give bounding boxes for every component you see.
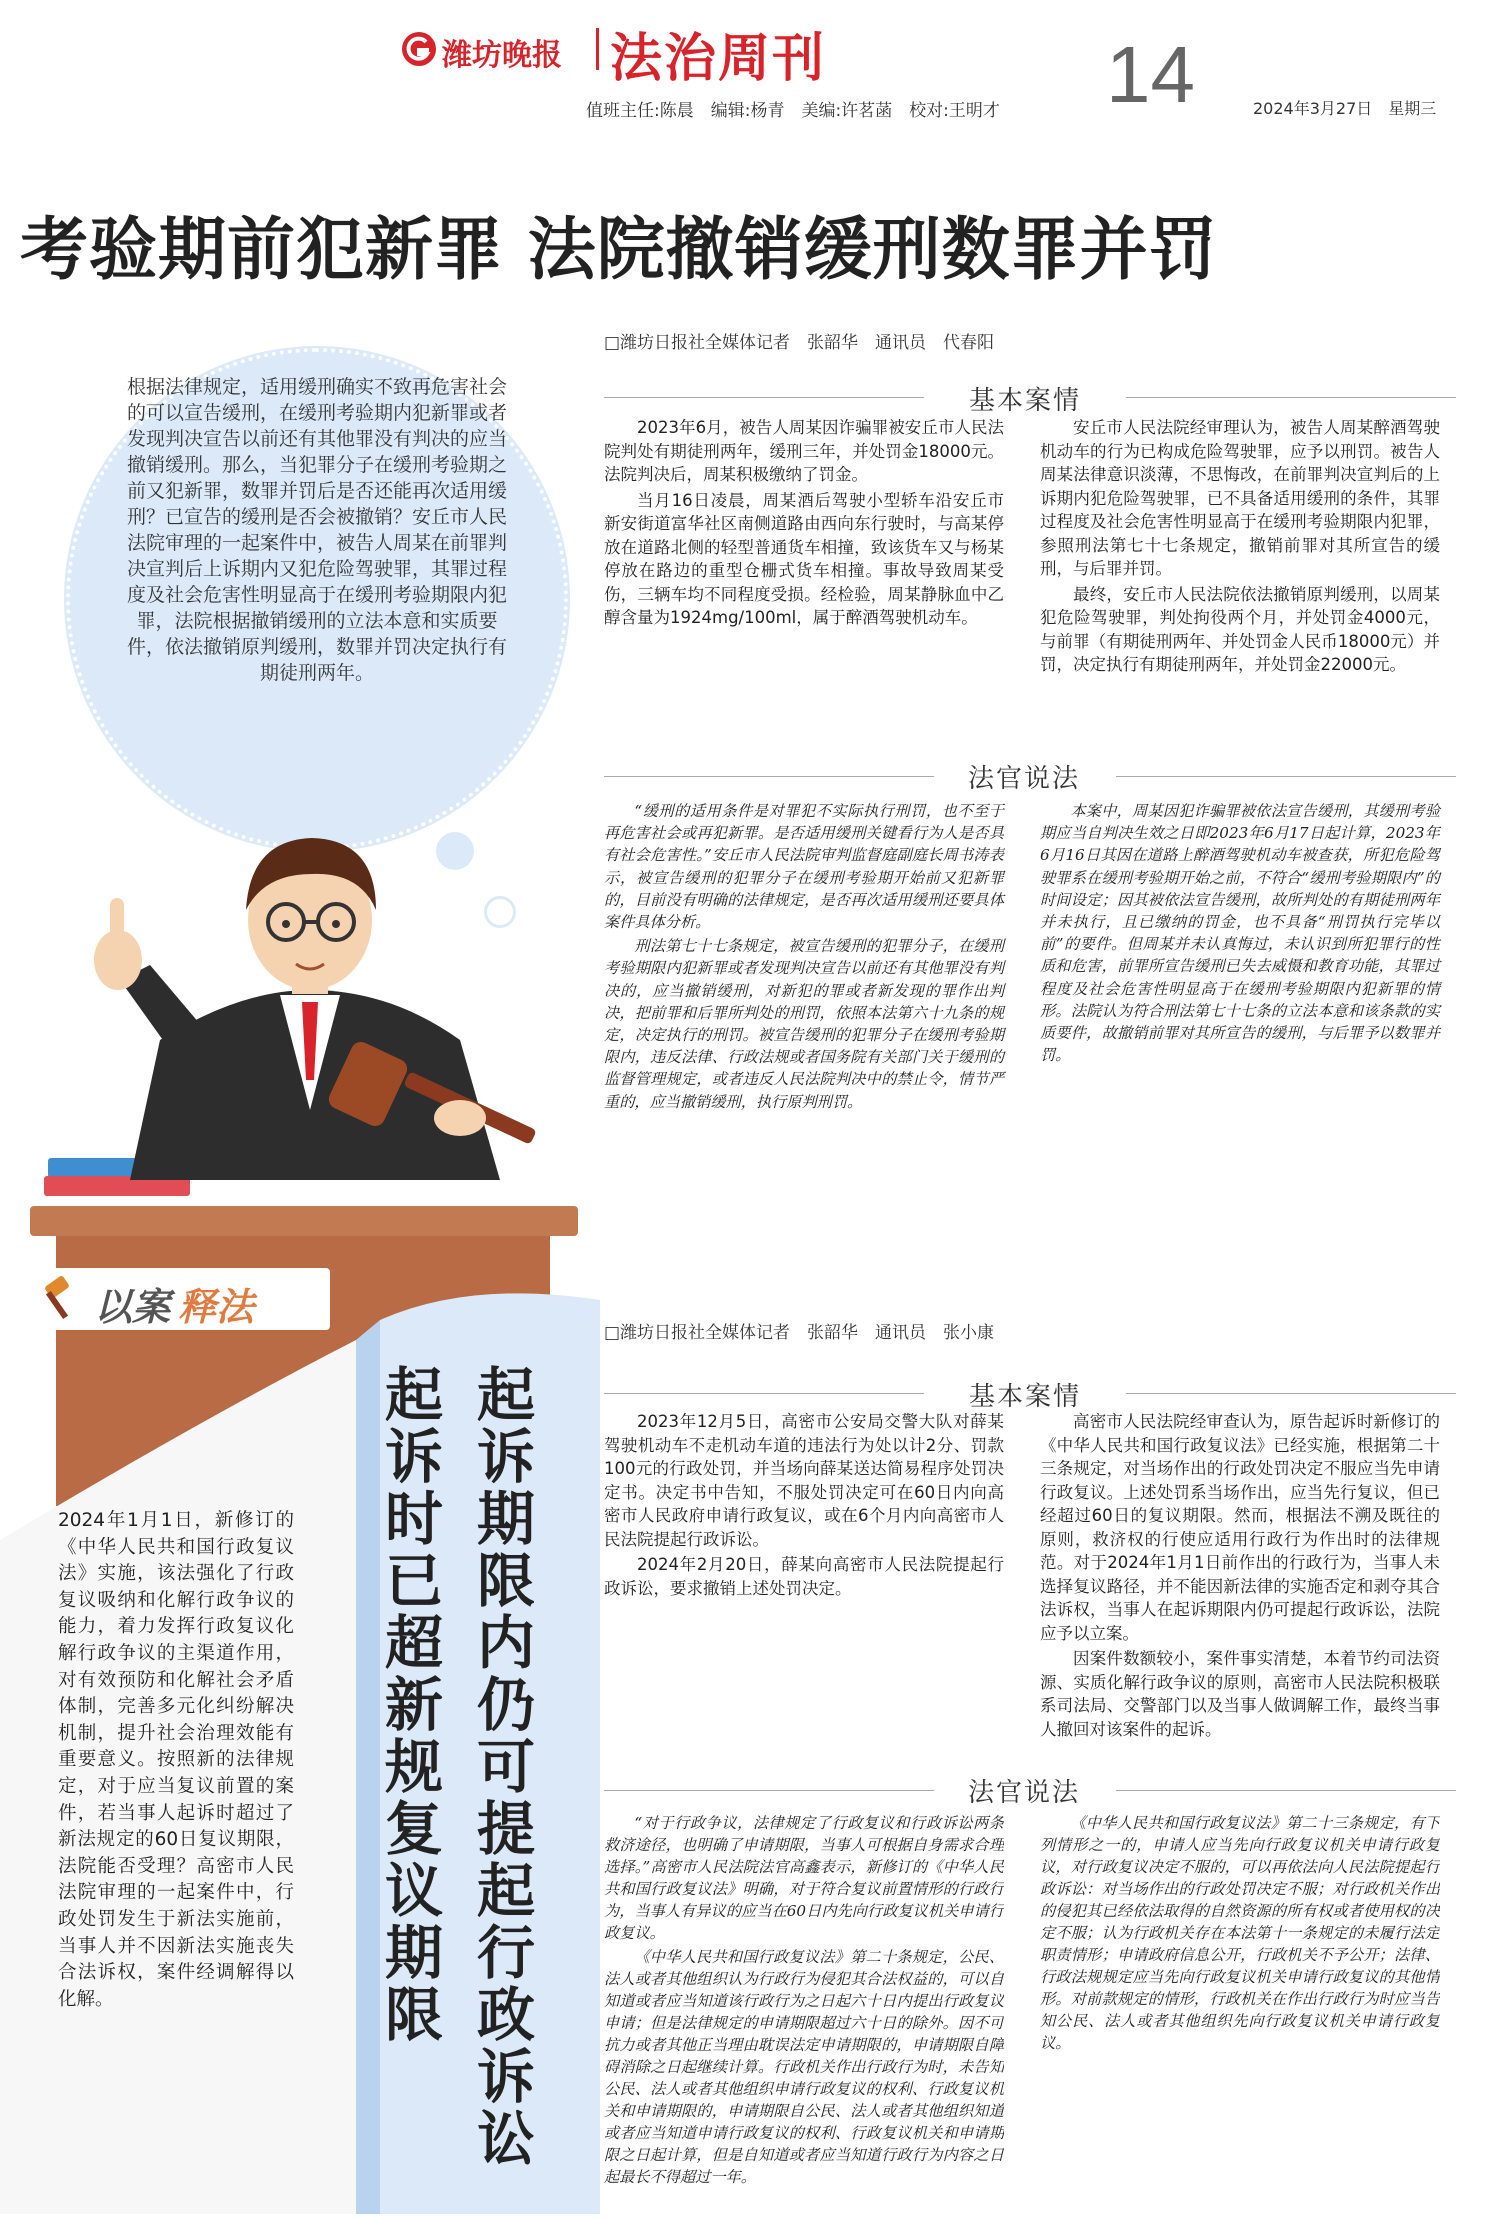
section-rule [604,1393,924,1394]
logo-divider [596,28,599,70]
paragraph: “对于行政争议，法律规定了行政复议和行政诉讼两条救济途径，也明确了申请期限，当事人可根据自身需求合理选择。”高密市人民法院法官高鑫表示，新修订的《中华人民共和国行政复议法》明确，对于符合复议前置情形的行政行为，当事人有异议的应当在60日内先向行政复议机关申请行政复议。 [604,1814,1004,1942]
article2-byline: □潍坊日报社全媒体记者 张韶华 通讯员 张小康 [604,1323,995,1343]
article1-case-col1 [604,416,1004,632]
paragraph: 高密市人民法院经审查认为，原告起诉时新修订的《中华人民共和国行政复议法》已经实施，根据第二十三条规定，对当场作出的行政处罚决定不服应当先申请行政复议。上述处罚系当场作出，应当先行复议，但已经超过60日的复议期限。然而，根据法不溯及既往的原则，救济权的行使应适用行政行为作出时的法律规范。对于2024年1月1日前作出的行政行为，当事人未选择复议路径，并不能因新法律的实施否定和剥夺其合法诉权，当事人在起诉期限内仍可提起行政诉讼，法院应予以立案。 [1040,1412,1440,1643]
article1-judge-col2 [1040,800,1440,1068]
section-rule [1126,1393,1456,1394]
paragraph: 因案件数额较小，案件事实清楚，本着节约司法资源、实质化解行政争议的原则，高密市人民法院积极联系司法局、交警部门以及当事人做调解工作，最终当事人撤回对该案件的起诉。 [1040,1649,1440,1739]
paragraph: 安丘市人民法院经审理认为，被告人周某醉酒驾驶机动车的行为已构成危险驾驶罪，应予以刑罚。被告人周某法律意识淡薄，不思悔改，在前罪判决宣判后的上诉期内犯危险驾驶罪，已不具备适用缓刑的条件，其罪过程度及社会危害性明显高于在缓刑考验期限内犯罪，参照刑法第七十七条规定，撤销前罪对其所宣告的缓刑，与后罪并罚。 [1040,418,1440,578]
paragraph: 《中华人民共和国行政复议法》第二十三条规定，有下列情形之一的，申请人应当先向行政复议机关申请行政复议，对行政复议决定不服的，可以再依法向人民法院提起行政诉讼：对当场作出的行政处罚决定不服；对行政机关作出的侵犯其已经依法取得的自然资源的所有权或者使用权的决定不服；认为行政机关存在本法第十一条规定的未履行法定职责情形；申请政府信息公开，行政机关不予公开；法律、行政法规规定应当先向行政复议机关申请行政复议的其他情形。对前款规定的情形，行政机关在作出行政行为时应当告知公民、法人或者其他组织先向行政复议机关申请行政复议。 [1040,1814,1440,2052]
section-rule [1116,1790,1456,1791]
paragraph: 当月16日凌晨，周某酒后驾驶小型轿车沿安丘市新安街道富华社区南侧道路由西向东行驶时，与高某停放在道路北侧的轻型普通货车相撞，致该货车又与杨某停放在路边的重型仓栅式货车相撞。事故导致周某受伤，三辆车均不同程度受损。经检验，周某静脉血中乙醇含量为1924mg/100ml，属于醉酒驾驶机动车。 [604,490,1004,627]
staff-line: 值班主任:陈晨 编辑:杨青 美编:许茗菡 校对:王明才 [586,101,1000,121]
section-rule [604,776,934,777]
article1-intro: 根据法律规定，适用缓刑确实不致再危害社会的可以宣告缓刑，在缓刑考验期内犯新罪或者发现判决宣告以前还有其他罪没有判决的应当撤销缓刑。那么，当犯罪分子在缓刑考验期之前又犯新罪，数罪并罚后是否还能再次适用缓刑？已宣告的缓刑是否会被撤销？安丘市人民法院审理的一起案件中，被告人周某在前罪判决宣判后上诉期内又犯危险驾驶罪，其罪过程度及社会危害性明显高于在缓刑考验期限内犯罪，法院根据撤销缓刑的立法本意和实质要件，依法撤销原判缓刑，数罪并罚决定执行有期徒刑两年。 [126,376,507,684]
banner-label-part2: 释法 [178,1285,255,1329]
article1-byline: □潍坊日报社全媒体记者 张韶华 通讯员 代春阳 [604,333,995,353]
podium-top [30,1206,578,1236]
article1-case-heading: 基本案情 [968,386,1081,416]
paragraph: 2023年12月5日，高密市公安局交警大队对薛某驾驶机动车不走机动车道的违法行为处以计2分、罚款100元的行政处罚，并当场向薛某送达简易程序处罚决定书。决定书中告知，不服处罚决定可在60日内向高密市人民政府申请行政复议，或在6个月内向高密市人民法院提起行政诉讼。 [604,1412,1004,1549]
section-rule [1126,397,1456,398]
paper-name: 潍坊晚报 [442,38,562,73]
paragraph: 刑法第七十七条规定，被宣告缓刑的犯罪分子，在缓刑考验期限内犯新罪或者发现判决宣告以前还有其他罪没有判决的，应当撤销缓刑，对新犯的罪或者新发现的罪作出判决，把前罪和后罪所判处的刑罚，依照本法第六十九条的规定，决定执行的刑罚。被宣告缓刑的犯罪分子在缓刑考验期限内，违反法律、行政法规或者国务院有关部门关于缓刑的监督管理规定，或者违反人民法院判决中的禁止令，情节严重的，应当撤销缓刑，执行原判刑罚。 [604,937,1004,1111]
article2-judge-heading: 法官说法 [967,1778,1080,1808]
article2-case-col1 [604,1410,1004,1602]
article2-judge-col1 [604,1812,1004,2208]
paragraph: 最终，安丘市人民法院依法撤销原判缓刑，以周某犯危险驾驶罪，判处拘役两个月，并处罚金4000元，与前罪（有期徒刑两年、并处罚金人民币18000元）并罚，决定执行有期徒刑两年，并处罚金22000元。 [1040,584,1440,674]
paragraph: “缓刑的适用条件是对罪犯不实际执行刑罚，也不至于再危害社会或再犯新罪。是否适用缓刑关键看行为人是否具有社会危害性。”安丘市人民法院审判监督庭副庭长周书涛表示，被宣告缓刑的犯罪分子在缓刑考验期开始前又犯新罪的，目前没有明确的法律规定，是否再次适用缓刑还要具体案件具体分析。 [604,802,1004,932]
article1-judge-col1 [604,800,1004,1115]
section-rule [1116,776,1456,777]
article2-headline-line1: 起诉期限内仍可提起行政诉讼 [467,1364,535,2170]
judge-illustration [0,780,600,1250]
article1-judge-heading: 法官说法 [967,764,1080,794]
article1-headline: 考验期前犯新罪 法院撤销缓刑数罪并罚 [20,211,1218,290]
article2-headline-line2: 起诉时已超新规复议期限 [375,1364,443,2046]
section-rule [604,1790,934,1791]
article2-case-col2 [1040,1410,1440,1743]
paragraph: 《中华人民共和国行政复议法》第二十条规定，公民、法人或者其他组织认为行政行为侵犯其合法权益的，可以自知道或者应当知道该行政行为之日起六十日内提出行政复议申请；但是法律规定的申请期限超过六十日的除外。因不可抗力或者其他正当理由耽误法定申请期限的，申请期限自障碍消除之日起继续计算。行政机关作出行政行为时，未告知公民、法人或者其他组织申请行政复议的权利、行政复议机关和申请期限的，申请期限自公民、法人或者其他组织知道或者应当知道申请行政复议的权利、行政复议机关和申请期限之日起计算，但是自知道或者应当知道行政行为内容之日起最长不得超过一年。 [604,1948,1004,2186]
paragraph: 本案中，周某因犯诈骗罪被依法宣告缓刑，其缓刑考验期应当自判决生效之日即2023年6月17日起计算，2023年6月16日其因在道路上醉酒驾驶机动车被查获，所犯危险驾驶罪系在缓刑考验期开始之前，不符合“缓刑考验期限内”的时间设定；因其被依法宣告缓刑，故所判处的有期徒刑两年并未执行，且已缴纳的罚金，也不具备“刑罚执行完毕以前”的要件。但周某并未认真悔过，未认识到所犯罪行的性质和危害，前罪所宣告缓刑已失去威慑和教育功能，其罪过程度及社会危害性明显高于在缓刑考验期限内犯新罪的情形。法院认为符合刑法第七十七条的立法本意和该条款的实质要件，故撤销前罪对其所宣告的缓刑，与后罪予以数罪并罚。 [1040,802,1440,1065]
page-number: 14 [1106,30,1195,119]
section-rule [604,397,924,398]
paragraph: 2023年6月，被告人周某因诈骗罪被安丘市人民法院判处有期徒刑两年，缓刑三年，并处罚金18000元。法院判决后，周某积极缴纳了罚金。 [604,418,1004,484]
article2-judge-col2 [1040,1812,1440,2208]
banner-label-part1: 以案 [94,1285,171,1329]
section-name: 法治周刊 [610,28,827,89]
article1-case-col2 [1040,416,1440,679]
masthead [0,0,1500,125]
article2-intro: 2024年1月1日，新修订的《中华人民共和国行政复议法》实施，该法强化了行政复议吸纳和化解行政争议的能力，着力发挥行政复议化解行政争议的主渠道作用，对有效预防和化解社会矛盾体制，完善多元化纠纷解决机制，提升社会治理效能有重要意义。按照新的法律规定，对于应当复议前置的案件，若当事人起诉时超过了新法规定的60日复议期限，法院能否受理？高密市人民法院审理的一起案件中，行政处罚发生于新法实施前，当事人并不因新法实施丧失合法诉权，案件经调解得以化解。 [58,1510,294,2010]
paper-logo-icon [402,32,436,66]
issue-date: 2024年3月27日 星期三 [1253,99,1437,118]
article2-case-heading: 基本案情 [968,1382,1081,1412]
paragraph: 2024年2月20日，薛某向高密市人民法院提起行政诉讼，要求撤销上述处罚决定。 [604,1555,1004,1598]
